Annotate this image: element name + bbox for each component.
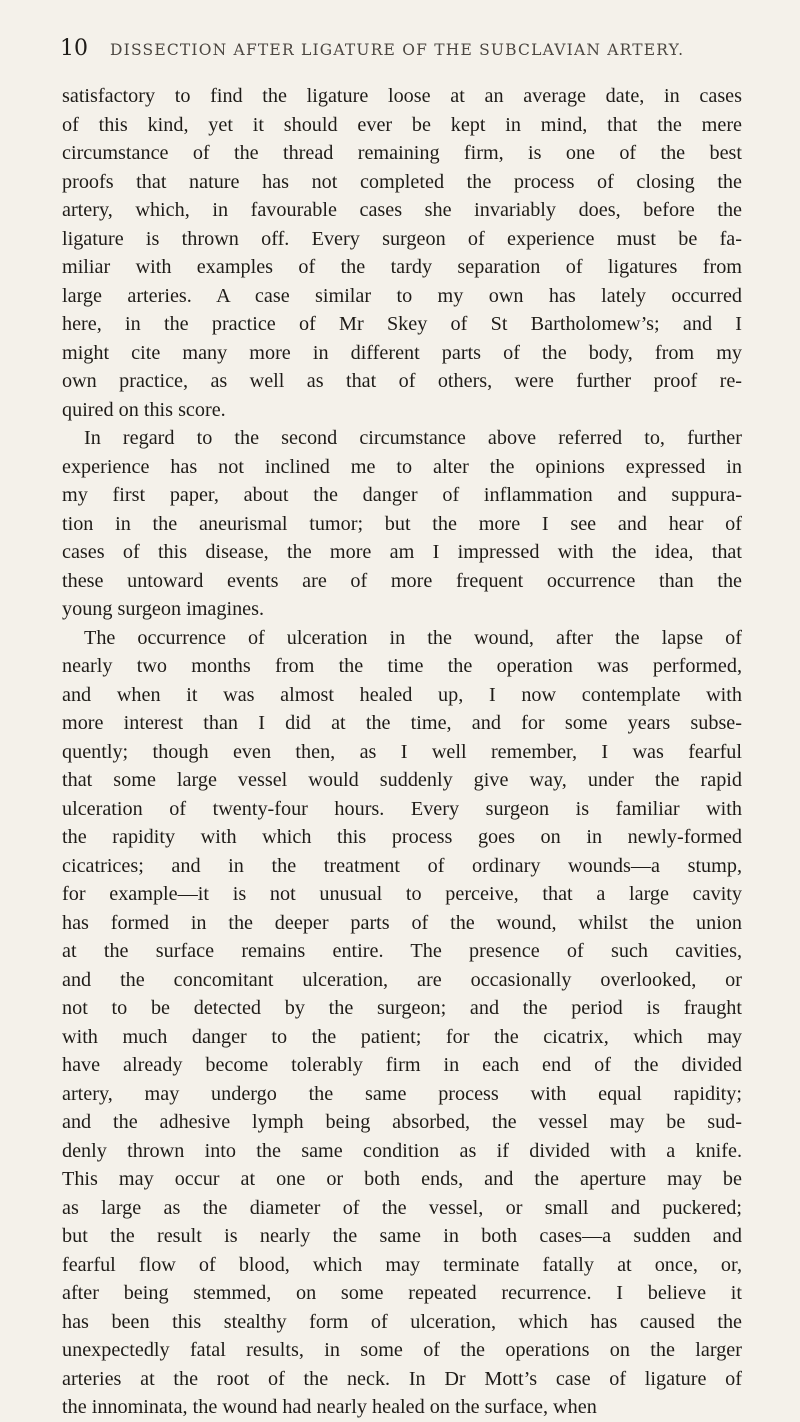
text-line: but the result is nearly the same in both cases—a sudden and <box>62 1225 742 1247</box>
text-line: satisfactory to find the ligature loose at an average date, in cases <box>62 85 742 107</box>
text-line: with much danger to the patient; for the cicatrix, which may <box>62 1025 742 1048</box>
text-line: has formed in the deeper parts of the wound, whilst the union <box>62 911 742 934</box>
text-line: might cite many more in different parts of the body, from my <box>62 341 742 364</box>
text-line: as large as the diameter of the vessel, or small and puckered; <box>62 1196 742 1219</box>
text-line: more interest than I did at the time, and for some years subse- <box>62 712 742 734</box>
text-line: This may occur at one or both ends, and the aperture may be <box>62 1168 742 1190</box>
text-line: The occurrence of ulceration in the wound, after the lapse of <box>84 626 742 649</box>
text-line: here, in the practice of Mr Skey of St Bartholomew’s; and I <box>62 313 742 335</box>
text-line: circumstance of the thread remaining firm, is one of the best <box>62 142 742 164</box>
text-line: not to be detected by the surgeon; and the period is fraught <box>62 997 742 1019</box>
text-line: own practice, as well as that of others, were further proof re- <box>62 370 742 392</box>
text-line: artery, may undergo the same process with equal rapidity; <box>62 1082 742 1105</box>
text-line: and the concomitant ulceration, are occasionally overlooked, or <box>62 968 742 991</box>
text-line: quently; though even then, as I well remember, I was fearful <box>62 740 742 763</box>
text-line: after being stemmed, on some repeated recurrence. I believe it <box>62 1282 742 1304</box>
text-line: miliar with examples of the tardy separation of ligatures from <box>62 256 742 278</box>
running-head: DISSECTION AFTER LIGATURE OF THE SUBCLAVIAN ARTERY. <box>110 41 685 59</box>
text-line: tion in the aneurismal tumor; but the more I see and hear of <box>62 512 742 535</box>
text-line: quired on this score. <box>62 398 226 421</box>
text-line: have already become tolerably firm in each end of the divided <box>62 1054 742 1076</box>
text-line: and the adhesive lymph being absorbed, the vessel may be sud- <box>62 1111 742 1133</box>
text-line: proofs that nature has not completed the process of closing the <box>62 170 742 193</box>
text-line: at the surface remains entire. The presence of such cavities, <box>62 940 742 962</box>
text-line: arteries at the root of the neck. In Dr Mott’s case of ligature of <box>62 1367 742 1390</box>
text-line: these untoward events are of more frequent occurrence than the <box>62 569 742 592</box>
text-line: cicatrices; and in the treatment of ordinary wounds—a stump, <box>62 854 742 877</box>
text-line: In regard to the second circumstance above referred to, further <box>84 427 742 449</box>
text-line: artery, which, in favourable cases she invariably does, before the <box>62 199 742 221</box>
text-line: has been this stealthy form of ulceration, which has caused the <box>62 1310 742 1333</box>
text-line: unexpectedly fatal results, in some of the operations on the larger <box>62 1339 742 1361</box>
text-line: cases of this disease, the more am I impressed with the idea, that <box>62 541 742 563</box>
text-line: ligature is thrown off. Every surgeon of experience must be fa- <box>62 227 742 250</box>
text-line: that some large vessel would suddenly give way, under the rapid <box>62 769 742 791</box>
text-line: experience has not inclined me to alter the opinions expressed in <box>62 455 742 478</box>
text-line: denly thrown into the same condition as if divided with a knife. <box>62 1139 742 1162</box>
page-number: 10 <box>60 36 88 61</box>
text-line: young surgeon imagines. <box>62 598 265 620</box>
text-line: ulceration of twenty-four hours. Every surgeon is familiar with <box>62 797 742 820</box>
text-line: the innominata, the wound had nearly healed on the surface, when <box>62 1396 597 1418</box>
text-line: the rapidity with which this process goes on in newly-formed <box>62 826 742 848</box>
text-line: fearful flow of blood, which may terminate fatally at once, or, <box>62 1253 742 1276</box>
text-line: my first paper, about the danger of inflammation and suppura- <box>62 484 742 506</box>
page-header <box>60 36 740 60</box>
text-line: and when it was almost healed up, I now contemplate with <box>62 683 742 706</box>
body-text <box>62 82 742 1422</box>
text-line: of this kind, yet it should ever be kept in mind, that the mere <box>62 113 742 136</box>
text-line: for example—it is not unusual to perceive, that a large cavity <box>62 883 742 905</box>
text-line: nearly two months from the time the operation was performed, <box>62 655 742 677</box>
text-line: large arteries. A case similar to my own has lately occurred <box>62 284 742 307</box>
